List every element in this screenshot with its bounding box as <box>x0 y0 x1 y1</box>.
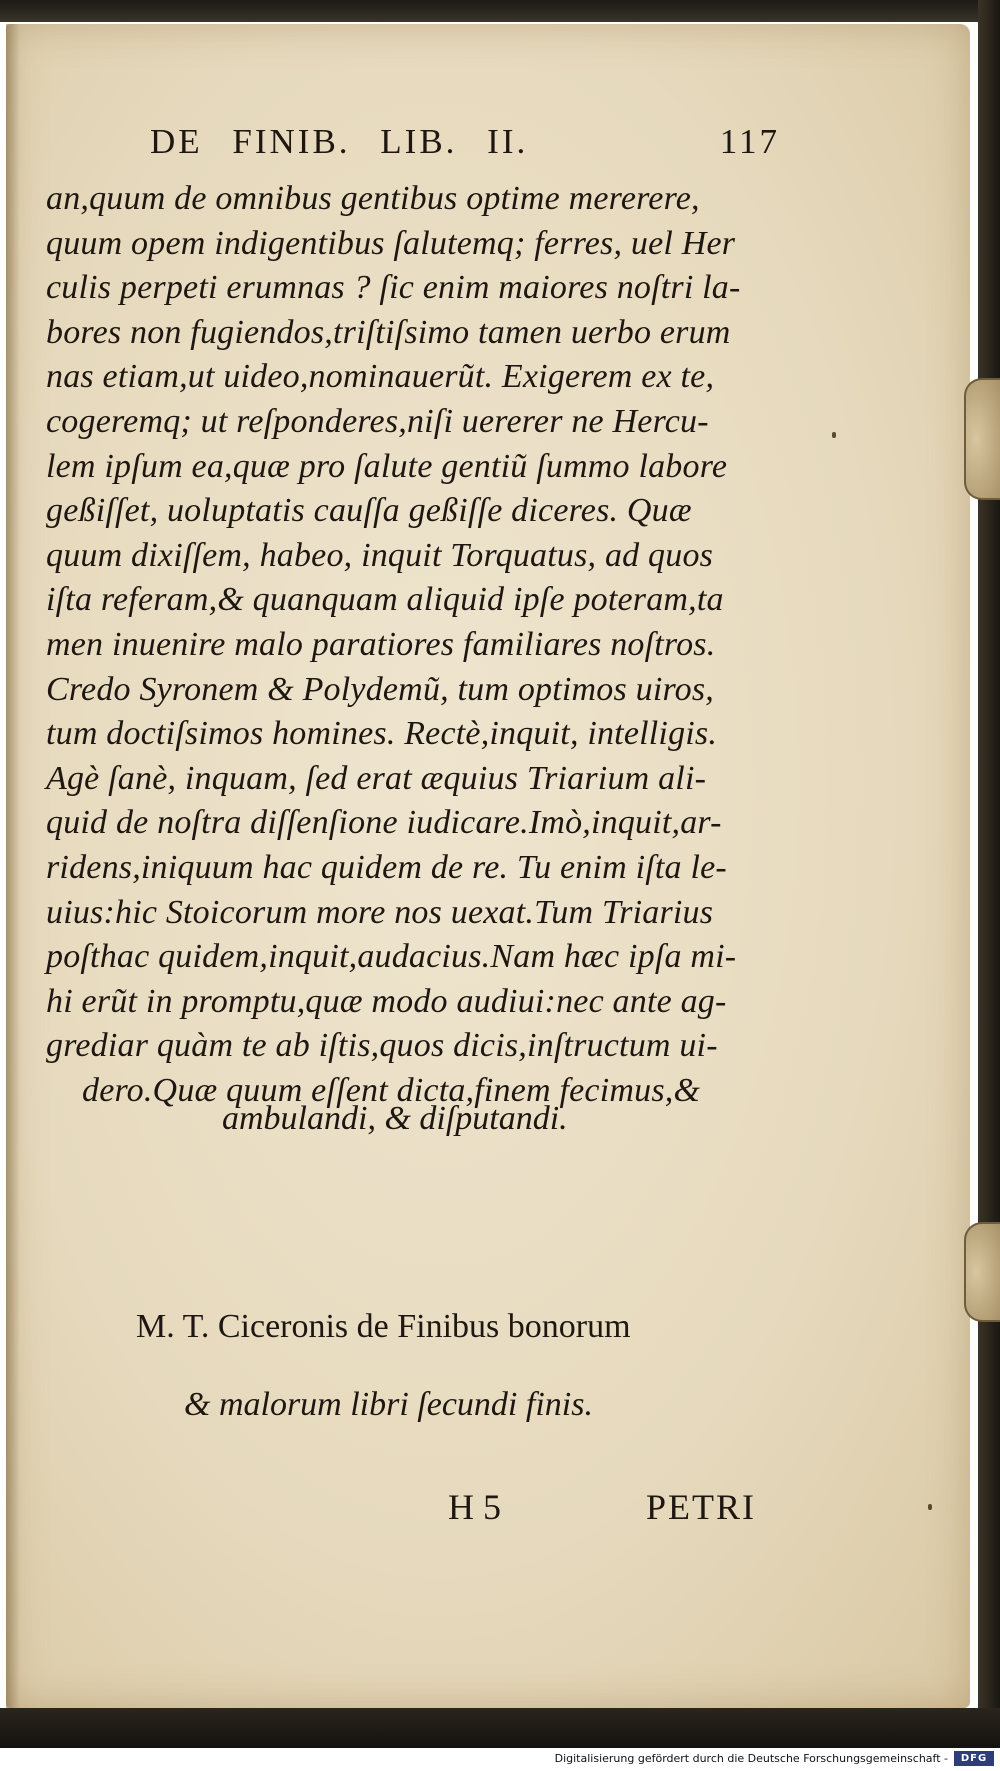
catchword: PETRI <box>646 1487 757 1527</box>
colophon-line-1: M. T. Ciceronis de Finibus bonorum <box>136 1308 631 1345</box>
text-line: Credo Syronem & Polydemũ, tum optimos uiros, <box>46 670 714 708</box>
text-line: Agè ſanè, inquam, ſed erat æquius Triarium ali- <box>46 759 707 797</box>
text-line: dero.Quæ quum eſſent dicta,finem fecimus,& <box>82 1072 701 1109</box>
page-number: 117 <box>719 122 780 161</box>
text-line: quum opem indigentibus ſalutemq; ferres, uel Her <box>46 224 736 262</box>
running-head: DE FINIB. LIB. II. <box>150 122 529 161</box>
text-line: men inuenire malo paratiores familiares noſtros. <box>46 626 716 663</box>
text-line: quum dixiſſem, habeo, inquit Torquatus, ad quos <box>46 536 714 574</box>
text-line: an,quum de omnibus gentibus optime mererere, <box>46 180 700 217</box>
text-line: cogeremq; ut reſponderes,niſi uererer ne Hercu- <box>46 403 709 440</box>
scan-background-bottom <box>0 1708 1000 1748</box>
colophon-line-2: & malorum libri ſecundi finis. <box>184 1386 593 1423</box>
text-line: lem ipſum ea,quæ pro ſalute gentiũ ſummo labore <box>46 447 728 485</box>
text-line: grediar quàm te ab iſtis,quos dicis,inſtructum ui- <box>46 1027 718 1065</box>
gutter-shadow <box>6 24 20 1708</box>
page-header <box>150 122 780 172</box>
text-line: uius:hic Stoicorum more nos uexat.Tum Triarius <box>46 893 714 931</box>
text-line: iſta referam,& quanquam aliquid ipſe poteram,ta <box>46 581 724 619</box>
text-line: nas etiam,ut uideo,nominauerũt. Exigerem ex te, <box>46 358 715 396</box>
book-clasp-upper <box>964 378 1000 500</box>
text-line: geßiſſet, uoluptatis cauſſa geßiſſe diceres. Quæ <box>46 492 692 530</box>
closing-line: ambulandi, & diſputandi. <box>222 1100 568 1137</box>
text-line: culis perpeti erumnas ? ſic enim maiores noſtri la- <box>46 269 741 307</box>
text-line: quid de noſtra diſſenſione iudicare.Imò,inquit,ar- <box>46 804 722 842</box>
text-line: ridens,iniquum hac quidem de re. Tu enim iſta le- <box>46 849 727 886</box>
book-clasp-lower <box>964 1222 1000 1322</box>
digitization-credit: Digitalisierung gefördert durch die Deutsche Forschungsgemeinschaft - <box>554 1752 948 1765</box>
scan-background-right <box>978 0 1000 1771</box>
text-line: tum doctiſsimos homines. Rectè,inquit, intelligis. <box>46 715 718 753</box>
dfg-logo: DFG <box>954 1751 994 1766</box>
text-line: bores non fugiendos,triſtiſsimo tamen uerbo erum <box>46 313 731 351</box>
text-line: poſthac quidem,inquit,audacius.Nam hæc ipſa mi- <box>46 938 737 976</box>
scan-background-top <box>0 0 1000 22</box>
signature-mark: H 5 <box>448 1487 501 1527</box>
paper-speck <box>928 1504 932 1510</box>
paper-speck <box>832 432 836 438</box>
text-line: hi erũt in promptu,quæ modo audiui:nec ante ag- <box>46 982 727 1020</box>
